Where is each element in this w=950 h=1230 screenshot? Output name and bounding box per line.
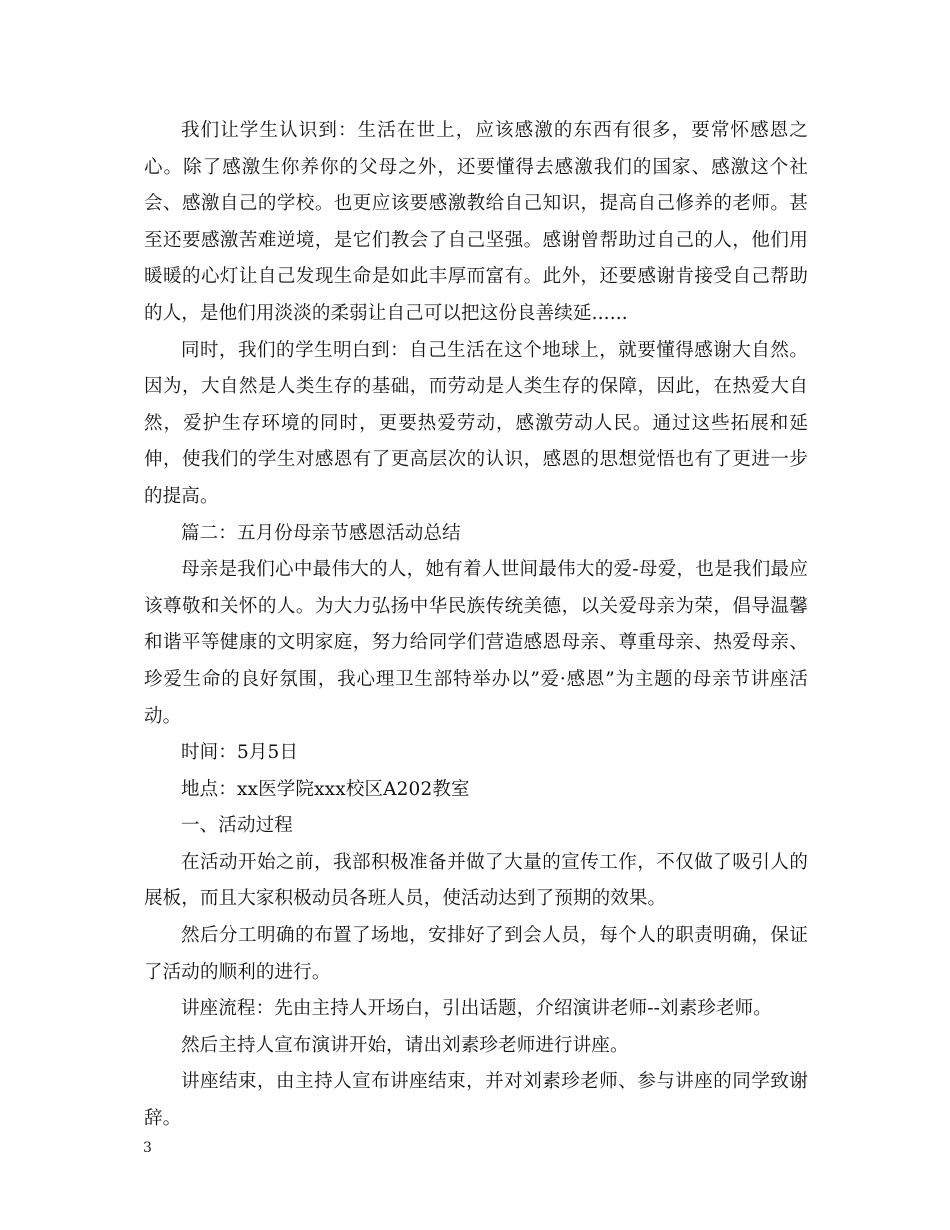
- paragraph-venue-arrangement: 然后分工明确的布置了场地，安排好了到会人员，每个人的职责明确，保证了活动的顺利的进行。: [144, 925, 808, 983]
- paragraph-event-time: 时间：5月5日: [181, 742, 299, 764]
- paragraph-preparation: 在活动开始之前，我部积极准备并做了大量的宣传工作，不仅做了吸引人的展板，而且大家积极动员各班人员，使活动达到了预期的效果。: [144, 851, 808, 910]
- document-body: [144, 113, 808, 1138]
- section-heading-part-two: 篇二：五月份母亲节感恩活动总结: [181, 522, 461, 544]
- paragraph-gratitude-nature: 同时，我们的学生明白到：自己生活在这个地球上，就要懂得感谢大自然。因为，大自然是人类生存的基础，而劳动是人类生存的保障，因此，在热爱大自然，爱护生存环境的同时，更要热爱劳动，感激劳动人民。通过这些拓展和延伸，使我们的学生对感恩有了更高层次的认识，感恩的思想觉悟也有了更进一步的提高。: [144, 339, 808, 507]
- paragraph-event-location: 地点：xx医学院xxx校区A202教室: [181, 778, 470, 800]
- paragraph-lecture-start: 然后主持人宣布演讲开始，请出刘素珍老师进行讲座。: [181, 1034, 629, 1056]
- paragraph-lecture-flow: 讲座流程：先由主持人开场白，引出话题，介绍演讲老师--刘素珍老师。: [181, 998, 772, 1020]
- page-number: 3: [143, 1140, 152, 1156]
- paragraph-lecture-end: 讲座结束，由主持人宣布讲座结束，并对刘素珍老师、参与讲座的同学致谢辞。: [144, 1071, 808, 1130]
- paragraph-mothers-day-intro: 母亲是我们心中最伟大的人，她有着人世间最伟大的爱-母爱，也是我们最应该尊敬和关怀的人。为大力弘扬中华民族传统美德，以关爱母亲为荣，倡导温馨和谐平等健康的文明家庭，努力给同学们营造感恩母亲、尊重母亲、热爱母亲、珍爱生命的良好氛围，我心理卫生部特举办以”爱·感恩”为主题的母亲节讲座活动。: [144, 559, 808, 727]
- paragraph-gratitude-lessons: 我们让学生认识到：生活在世上，应该感激的东西有很多，要常怀感恩之心。除了感激生你养你的父母之外，还要懂得去感激我们的国家、感激这个社会、感激自己的学校。也更应该要感激教给自己知识，提高自己修养的老师。甚至还要感激苦难逆境，是它们教会了自己坚强。感谢曾帮助过自己的人，他们用暖暖的心灯让自己发现生命是如此丰厚而富有。此外，还要感谢肯接受自己帮助的人，是他们用淡淡的柔弱让自己可以把这份良善续延......: [144, 120, 808, 324]
- subheading-activity-process: 一、活动过程: [181, 815, 293, 837]
